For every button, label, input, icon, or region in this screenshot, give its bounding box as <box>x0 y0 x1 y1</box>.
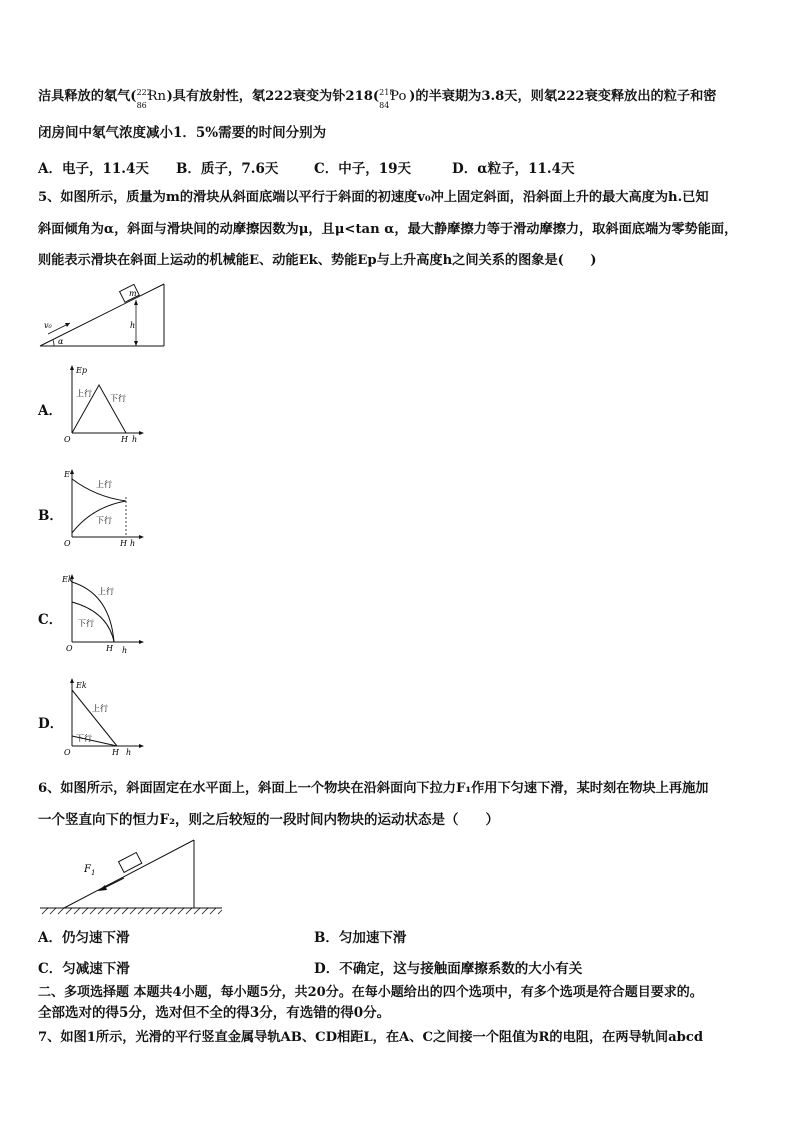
graph-d-y-axis: Ek <box>76 681 87 690</box>
q5-incline-figure <box>36 282 170 348</box>
q5-graph-c-label: C． <box>38 612 63 628</box>
force-label: $F_1$ <box>84 864 96 877</box>
graph-c-x-axis: h <box>122 646 128 654</box>
graph-c-down: 下行 <box>78 619 94 628</box>
graph-b-origin: O <box>64 539 71 548</box>
q4-option-d: D．α粒子，11.4天 <box>452 161 575 177</box>
q6-line1: 6、如图所示，斜面固定在水平面上，斜面上一个物块在沿斜面向下拉力F₁作用下匀速下滑，某时刻在物块上再施加 <box>38 781 709 796</box>
q5-line3: 则能表示滑块在斜面上运动的机械能E、动能Ek、势能Ep与上升高度h之间关系的图象是( ) <box>38 253 597 268</box>
q4-option-a: A．电子，11.4天 <box>38 161 149 177</box>
graph-d-H: H <box>112 748 119 757</box>
q4-line1: 洁具释放的氡气( 222 86 Rn )具有放射性，氡222衰变为钋218( 218 84 Po )的半衰期为3.8天，则氡222衰变释放出的粒子和密 <box>38 88 717 110</box>
graph-a-x-axis: h <box>132 435 138 444</box>
graph-a-origin: O <box>64 435 71 444</box>
q5-graph-a-label: A． <box>38 403 62 419</box>
graph-a-up: 上行 <box>76 389 92 398</box>
q6-option-d: D．不确定，这与接触面摩擦系数的大小有关 <box>314 961 583 977</box>
height-label: h <box>130 321 136 330</box>
graph-d-origin: O <box>64 748 71 757</box>
graph-d-x-axis: h <box>126 748 132 757</box>
velocity-label: v₀ <box>44 321 52 330</box>
q4-option-b: B．质子，7.6天 <box>176 161 279 177</box>
section2-line1: 二、多项选择题 本题共4小题，每小题5分，共20分。在每小题给出的四个选项中，有多个选项是符合题目要求的。 <box>38 985 703 1000</box>
graph-a-y-axis: Ep <box>76 366 87 375</box>
q5-graph-c <box>62 572 148 654</box>
graph-a-down: 下行 <box>110 394 126 403</box>
graph-a-H: H <box>121 435 128 444</box>
q6-option-a: A．仍匀速下滑 <box>38 930 130 946</box>
q6-option-b: B．匀加速下滑 <box>314 930 407 946</box>
q6-line2: 一个竖直向下的恒力F₂，则之后较短的一段时间内物块的运动状态是（ ） <box>38 812 499 828</box>
graph-b-up: 上行 <box>96 480 112 489</box>
graph-b-y-axis: E <box>64 470 70 479</box>
q5-graph-b <box>62 467 148 549</box>
rn-nuclide: 222 86 Rn <box>136 88 166 110</box>
section2-line2: 全部选对的得5分，选对但不全的得3分，有选错的得0分。 <box>38 1005 391 1021</box>
graph-d-up: 上行 <box>92 704 108 713</box>
q6-option-c: C．匀减速下滑 <box>38 961 130 977</box>
graph-c-up: 上行 <box>98 587 114 596</box>
graph-b-H: H <box>120 539 127 548</box>
q7-line1: 7、如图1所示，光滑的平行竖直金属导轨AB、CD相距L，在A、C之间接一个阻值为R的电阻，在两导轨间abcd <box>38 1030 704 1045</box>
graph-c-H: H <box>106 644 113 653</box>
q5-line1: 5、如图所示，质量为m的滑块从斜面底端以平行于斜面的初速度v₀冲上固定斜面，沿斜面上升的最大高度为h.已知 <box>38 190 709 205</box>
mass-label: m <box>129 289 137 298</box>
graph-d-down: 下行 <box>76 734 92 743</box>
q5-graph-b-label: B． <box>38 508 63 524</box>
q5-graph-d-label: D． <box>38 716 64 732</box>
q4-line2: 闭房间中氡气浓度减小1．5%需要的时间分别为 <box>38 125 327 141</box>
graph-b-x-axis: h <box>130 539 136 548</box>
angle-label: α <box>58 337 64 346</box>
q6-incline-figure <box>38 836 224 918</box>
po-nuclide: 218 84 Po <box>379 88 407 110</box>
q5-line2: 斜面倾角为α，斜面与滑块间的动摩擦因数为μ，且μ<tan α，最大静摩擦力等于滑动摩擦力，取斜面底端为零势能面， <box>38 222 738 237</box>
q5-graph-a <box>62 363 148 445</box>
q4-option-c: C．中子，19天 <box>314 161 412 177</box>
graph-b-down: 下行 <box>96 516 112 525</box>
q5-graph-d <box>62 676 148 758</box>
graph-c-origin: O <box>66 644 73 653</box>
graph-c-y-axis: Ek <box>62 575 73 584</box>
